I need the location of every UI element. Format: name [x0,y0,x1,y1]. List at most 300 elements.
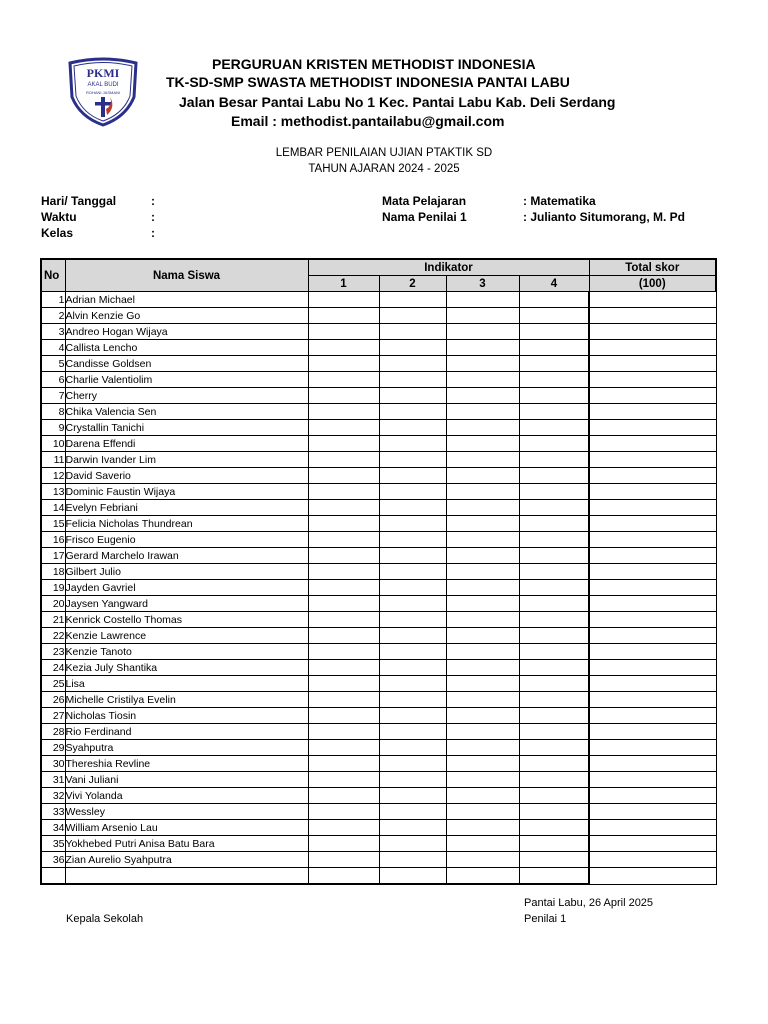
score-indikator-4[interactable] [519,484,589,500]
score-total[interactable] [589,500,716,516]
score-table [40,258,717,885]
col-indikator-header: Indikator [308,259,589,276]
score-indikator-3[interactable] [446,612,519,628]
score-indikator-4[interactable] [519,324,589,340]
score-indikator-3[interactable] [446,644,519,660]
row-number: 9 [41,420,65,436]
score-indikator-4[interactable] [519,804,589,820]
logo-top-text: PKMI [86,66,120,80]
score-indikator-2[interactable] [379,388,446,404]
score-indikator-4[interactable] [519,692,589,708]
col-name-header: Nama Siswa [65,259,308,292]
table-row [41,372,716,388]
score-indikator-1[interactable] [308,676,379,692]
table-row [41,532,716,548]
score-indikator-3[interactable] [446,564,519,580]
student-name: Chika Valencia Sen [65,404,308,420]
score-indikator-4[interactable] [519,756,589,772]
score-indikator-1[interactable] [308,644,379,660]
student-name: David Saverio [65,468,308,484]
score-indikator-2[interactable] [379,660,446,676]
score-indikator-3[interactable] [446,580,519,596]
penilai-signature-label: Penilai 1 [524,913,567,925]
score-indikator-2[interactable] [379,292,446,308]
score-indikator-2[interactable] [379,564,446,580]
row-number: 12 [41,468,65,484]
score-total[interactable] [589,548,716,564]
score-indikator-2[interactable] [379,804,446,820]
student-name: Adrian Michael [65,292,308,308]
score-total[interactable] [589,516,716,532]
place-date: Pantai Labu, 26 April 2025 [524,897,654,909]
score-indikator-1[interactable] [308,692,379,708]
student-name: Kezia July Shantika [65,660,308,676]
score-indikator-2[interactable] [379,628,446,644]
table-row [41,724,716,740]
score-indikator-1[interactable] [308,708,379,724]
score-total[interactable] [589,308,716,324]
score-indikator-1[interactable] [308,420,379,436]
score-indikator-4[interactable] [519,772,589,788]
student-name: Wessley [65,804,308,820]
score-indikator-2[interactable] [379,772,446,788]
row-number: 2 [41,308,65,324]
table-row [41,772,716,788]
indikator-1-header: 1 [308,276,379,292]
table-row [41,356,716,372]
table-row [41,708,716,724]
score-indikator-4[interactable] [519,660,589,676]
student-rows [41,292,716,885]
score-indikator-1[interactable] [308,772,379,788]
score-indikator-1[interactable] [308,356,379,372]
score-indikator-1[interactable] [308,436,379,452]
score-indikator-1[interactable] [308,404,379,420]
table-row [41,676,716,692]
score-indikator-2[interactable] [379,452,446,468]
row-number: 33 [41,804,65,820]
row-number: 32 [41,788,65,804]
school-email: Email : methodist.pantailabu@gmail.com [231,113,505,129]
score-indikator-2[interactable] [379,420,446,436]
score-indikator-3[interactable] [446,820,519,836]
row-number: 8 [41,404,65,420]
table-row [41,324,716,340]
score-total[interactable] [589,644,716,660]
score-indikator-2[interactable] [379,820,446,836]
score-indikator-2[interactable] [379,756,446,772]
score-indikator-4[interactable] [519,292,589,308]
student-name: Darena Effendi [65,436,308,452]
score-indikator-3[interactable] [446,308,519,324]
table-row [41,308,716,324]
score-indikator-3[interactable] [446,548,519,564]
table-row [41,820,716,836]
row-number [41,868,65,885]
student-name: Zian Aurelio Syahputra [65,852,308,868]
score-indikator-3[interactable] [446,388,519,404]
score-total[interactable] [589,788,716,804]
score-total[interactable] [589,420,716,436]
score-total[interactable] [589,564,716,580]
score-indikator-4[interactable] [519,436,589,452]
waktu-label: Waktu [41,210,77,224]
score-indikator-4[interactable] [519,724,589,740]
score-indikator-2[interactable] [379,340,446,356]
hari-label: Hari/ Tanggal [41,194,117,208]
score-indikator-1[interactable] [308,340,379,356]
score-indikator-3[interactable] [446,628,519,644]
score-indikator-3[interactable] [446,708,519,724]
score-indikator-4[interactable] [519,356,589,372]
score-total[interactable] [589,708,716,724]
score-total[interactable] [589,724,716,740]
score-indikator-3[interactable] [446,420,519,436]
score-indikator-1[interactable] [308,388,379,404]
score-total[interactable] [589,404,716,420]
score-indikator-3[interactable] [446,404,519,420]
score-indikator-1[interactable] [308,548,379,564]
score-total[interactable] [589,372,716,388]
indikator-4-header: 4 [519,276,589,292]
score-total[interactable] [589,484,716,500]
score-indikator-1[interactable] [308,324,379,340]
score-total[interactable] [589,628,716,644]
score-indikator-2[interactable] [379,596,446,612]
row-number: 19 [41,580,65,596]
table-row [41,340,716,356]
student-name: Jaysen Yangward [65,596,308,612]
student-name: Yokhebed Putri Anisa Batu Bara [65,836,308,852]
score-indikator-4[interactable] [519,564,589,580]
row-number: 30 [41,756,65,772]
score-indikator-2[interactable] [379,436,446,452]
score-indikator-1[interactable] [308,292,379,308]
col-total-sub-header: (100) [589,276,716,292]
score-indikator-3[interactable] [446,692,519,708]
table-row [41,836,716,852]
score-indikator-3[interactable] [446,516,519,532]
row-number: 27 [41,708,65,724]
row-number: 5 [41,356,65,372]
score-indikator-3[interactable] [446,436,519,452]
row-number: 28 [41,724,65,740]
score-indikator-1[interactable] [308,868,379,885]
student-name: Gerard Marchelo Irawan [65,548,308,564]
score-indikator-4[interactable] [519,676,589,692]
student-name: Dominic Faustin Wijaya [65,484,308,500]
score-indikator-3[interactable] [446,324,519,340]
score-indikator-4[interactable] [519,404,589,420]
indikator-2-header: 2 [379,276,446,292]
score-indikator-2[interactable] [379,516,446,532]
row-number: 1 [41,292,65,308]
school-logo [66,57,140,127]
student-name: Nicholas Tiosin [65,708,308,724]
score-indikator-2[interactable] [379,308,446,324]
table-row [41,484,716,500]
school-address: Jalan Besar Pantai Labu No 1 Kec. Pantai Labu Kab. Deli Serdang [179,94,616,110]
score-indikator-2[interactable] [379,484,446,500]
score-total[interactable] [589,580,716,596]
student-name [65,868,308,885]
table-row [41,452,716,468]
score-indikator-2[interactable] [379,372,446,388]
score-indikator-4[interactable] [519,340,589,356]
student-name: Kenrick Costello Thomas [65,612,308,628]
score-total[interactable] [589,852,716,868]
score-indikator-4[interactable] [519,740,589,756]
row-number: 11 [41,452,65,468]
score-indikator-3[interactable] [446,468,519,484]
score-indikator-1[interactable] [308,820,379,836]
penilai-label: Nama Penilai 1 [382,210,467,224]
score-indikator-3[interactable] [446,804,519,820]
table-row [41,564,716,580]
mapel-value: : Matematika [523,194,596,208]
score-indikator-2[interactable] [379,532,446,548]
score-indikator-2[interactable] [379,404,446,420]
row-number: 16 [41,532,65,548]
sheet-year: TAHUN AJARAN 2024 - 2025 [308,163,460,175]
table-row [41,788,716,804]
score-total[interactable] [589,596,716,612]
table-row [41,516,716,532]
score-indikator-4[interactable] [519,644,589,660]
logo-bottom-text: ROHANI JASMANI [85,90,121,95]
row-number: 4 [41,340,65,356]
row-number: 22 [41,628,65,644]
score-indikator-3[interactable] [446,788,519,804]
score-indikator-2[interactable] [379,676,446,692]
score-total[interactable] [589,436,716,452]
row-number: 15 [41,516,65,532]
table-row [41,404,716,420]
score-indikator-4[interactable] [519,820,589,836]
row-number: 24 [41,660,65,676]
score-indikator-1[interactable] [308,580,379,596]
mapel-label: Mata Pelajaran [382,194,467,208]
score-indikator-2[interactable] [379,324,446,340]
score-total[interactable] [589,356,716,372]
kepala-sekolah-label: Kepala Sekolah [66,913,144,925]
score-indikator-4[interactable] [519,852,589,868]
score-indikator-1[interactable] [308,804,379,820]
score-indikator-3[interactable] [446,484,519,500]
student-name: Jayden Gavriel [65,580,308,596]
col-total-header: Total skor [589,259,716,276]
score-indikator-1[interactable] [308,660,379,676]
student-name: Michelle Cristilya Evelin [65,692,308,708]
score-indikator-1[interactable] [308,532,379,548]
score-indikator-4[interactable] [519,372,589,388]
score-total[interactable] [589,692,716,708]
score-indikator-4[interactable] [519,452,589,468]
score-indikator-3[interactable] [446,724,519,740]
score-indikator-2[interactable] [379,580,446,596]
score-indikator-2[interactable] [379,852,446,868]
score-indikator-4[interactable] [519,836,589,852]
score-indikator-2[interactable] [379,836,446,852]
score-indikator-1[interactable] [308,740,379,756]
score-indikator-4[interactable] [519,548,589,564]
row-number: 14 [41,500,65,516]
score-indikator-1[interactable] [308,308,379,324]
score-indikator-1[interactable] [308,612,379,628]
row-number: 26 [41,692,65,708]
row-number: 35 [41,836,65,852]
score-indikator-3[interactable] [446,676,519,692]
table-row [41,612,716,628]
score-total[interactable] [589,676,716,692]
student-name: Vani Juliani [65,772,308,788]
score-indikator-1[interactable] [308,500,379,516]
score-indikator-4[interactable] [519,420,589,436]
table-row [41,596,716,612]
score-indikator-4[interactable] [519,628,589,644]
waktu-colon: : [151,210,155,224]
student-name: Charlie Valentiolim [65,372,308,388]
score-indikator-3[interactable] [446,756,519,772]
score-total[interactable] [589,820,716,836]
score-indikator-2[interactable] [379,788,446,804]
score-total[interactable] [589,612,716,628]
score-indikator-4[interactable] [519,516,589,532]
score-indikator-3[interactable] [446,836,519,852]
student-name: William Arsenio Lau [65,820,308,836]
score-indikator-1[interactable] [308,564,379,580]
score-indikator-2[interactable] [379,708,446,724]
score-indikator-3[interactable] [446,372,519,388]
score-total[interactable] [589,804,716,820]
score-indikator-3[interactable] [446,532,519,548]
penilai-value: : Julianto Situmorang, M. Pd [523,210,685,224]
score-indikator-3[interactable] [446,356,519,372]
score-total[interactable] [589,532,716,548]
row-number: 18 [41,564,65,580]
school-name: TK-SD-SMP SWASTA METHODIST INDONESIA PANTAI LABU [166,74,570,90]
student-name: Lisa [65,676,308,692]
student-name: Candisse Goldsen [65,356,308,372]
score-indikator-2[interactable] [379,740,446,756]
score-total[interactable] [589,740,716,756]
col-no-header: No [41,259,65,292]
table-row [41,436,716,452]
score-indikator-3[interactable] [446,772,519,788]
table-row [41,756,716,772]
student-name: Frisco Eugenio [65,532,308,548]
score-indikator-4[interactable] [519,788,589,804]
row-number: 10 [41,436,65,452]
student-name: Gilbert Julio [65,564,308,580]
score-indikator-2[interactable] [379,612,446,628]
score-indikator-3[interactable] [446,500,519,516]
row-number: 29 [41,740,65,756]
table-row [41,468,716,484]
score-indikator-2[interactable] [379,356,446,372]
score-total[interactable] [589,772,716,788]
score-indikator-3[interactable] [446,340,519,356]
score-total[interactable] [589,292,716,308]
score-indikator-1[interactable] [308,756,379,772]
score-total[interactable] [589,388,716,404]
score-indikator-3[interactable] [446,596,519,612]
score-indikator-1[interactable] [308,836,379,852]
score-indikator-4[interactable] [519,868,589,885]
score-indikator-3[interactable] [446,452,519,468]
score-indikator-4[interactable] [519,708,589,724]
score-indikator-4[interactable] [519,596,589,612]
row-number: 20 [41,596,65,612]
score-indikator-3[interactable] [446,740,519,756]
score-indikator-4[interactable] [519,500,589,516]
score-indikator-2[interactable] [379,468,446,484]
score-total[interactable] [589,868,716,885]
student-name: Syahputra [65,740,308,756]
score-indikator-4[interactable] [519,532,589,548]
student-name: Alvin Kenzie Go [65,308,308,324]
score-indikator-1[interactable] [308,516,379,532]
table-row [41,548,716,564]
row-number: 13 [41,484,65,500]
score-indikator-4[interactable] [519,580,589,596]
score-total[interactable] [589,340,716,356]
score-indikator-2[interactable] [379,500,446,516]
student-name: Vivi Yolanda [65,788,308,804]
score-indikator-1[interactable] [308,724,379,740]
score-indikator-1[interactable] [308,372,379,388]
score-total[interactable] [589,468,716,484]
score-indikator-1[interactable] [308,484,379,500]
score-indikator-1[interactable] [308,596,379,612]
student-name: Crystallin Tanichi [65,420,308,436]
score-total[interactable] [589,660,716,676]
row-number: 17 [41,548,65,564]
score-indikator-4[interactable] [519,468,589,484]
score-indikator-3[interactable] [446,868,519,885]
table-row [41,292,716,308]
score-indikator-1[interactable] [308,452,379,468]
score-indikator-2[interactable] [379,548,446,564]
score-indikator-2[interactable] [379,724,446,740]
table-row [41,628,716,644]
score-indikator-3[interactable] [446,852,519,868]
row-number: 3 [41,324,65,340]
score-indikator-4[interactable] [519,612,589,628]
score-indikator-4[interactable] [519,308,589,324]
score-indikator-2[interactable] [379,692,446,708]
score-total[interactable] [589,836,716,852]
score-total[interactable] [589,324,716,340]
student-name: Thereshia Revline [65,756,308,772]
student-name: Cherry [65,388,308,404]
row-number: 36 [41,852,65,868]
score-indikator-3[interactable] [446,660,519,676]
score-indikator-1[interactable] [308,628,379,644]
score-indikator-1[interactable] [308,468,379,484]
score-indikator-4[interactable] [519,388,589,404]
score-indikator-2[interactable] [379,644,446,660]
score-indikator-3[interactable] [446,292,519,308]
score-indikator-1[interactable] [308,788,379,804]
score-indikator-2[interactable] [379,868,446,885]
score-indikator-1[interactable] [308,852,379,868]
score-total[interactable] [589,756,716,772]
hari-colon: : [151,194,155,208]
student-name: Evelyn Febriani [65,500,308,516]
score-total[interactable] [589,452,716,468]
row-number: 25 [41,676,65,692]
